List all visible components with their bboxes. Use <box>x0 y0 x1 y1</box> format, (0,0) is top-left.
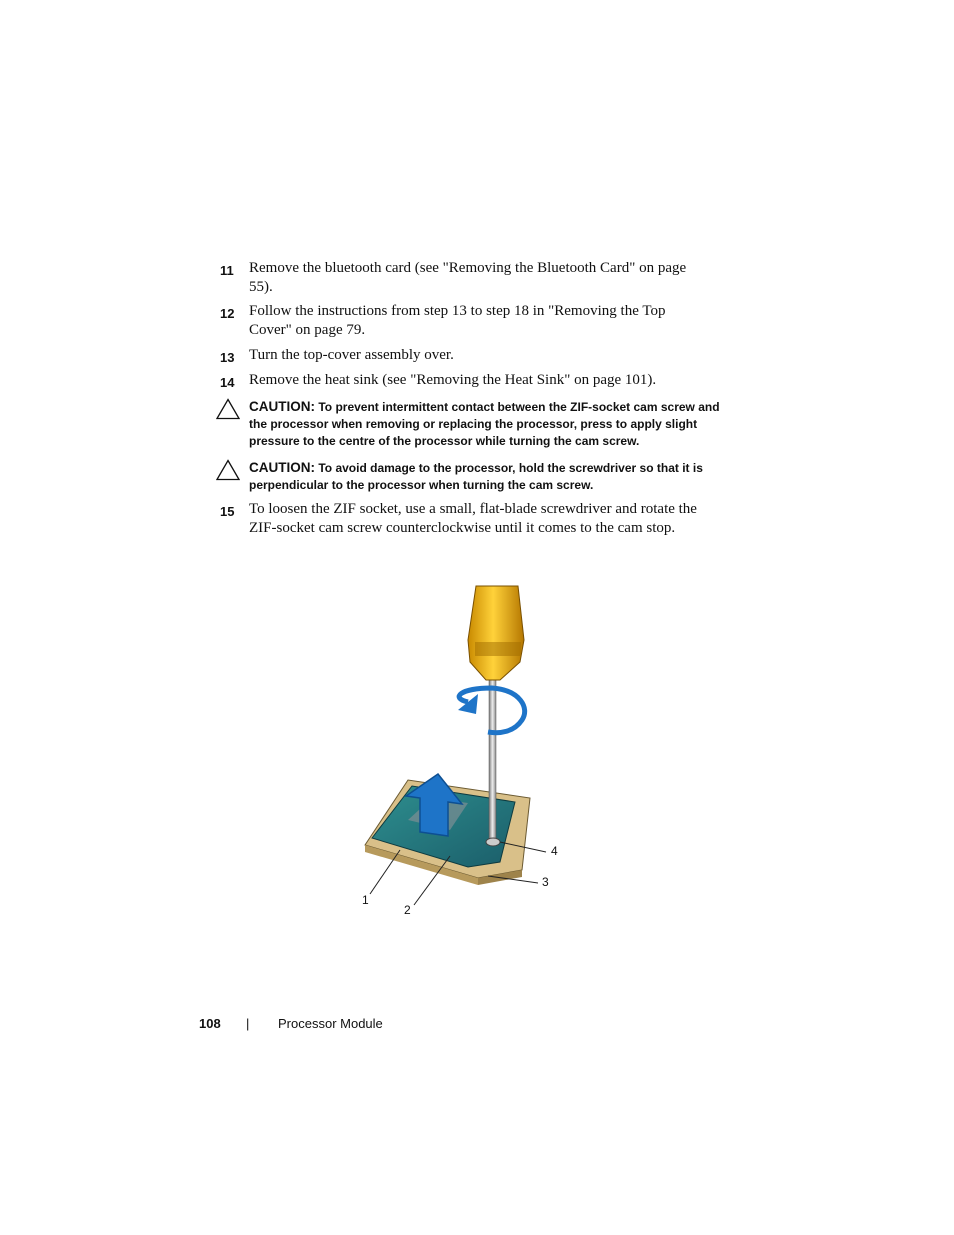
processor-removal-illustration <box>350 580 590 920</box>
step-number: 15 <box>220 504 235 519</box>
step-12 <box>220 302 720 340</box>
screwdriver-shaft <box>489 680 496 840</box>
caution-label: CAUTION: <box>249 460 315 475</box>
callout-1: 1 <box>362 893 369 907</box>
step-11 <box>220 259 720 297</box>
step-text: Remove the bluetooth card (see "Removing the Bluetooth Card" on page 55). <box>249 260 687 295</box>
screwdriver-processor-drawing <box>350 580 590 920</box>
callout-4: 4 <box>551 844 558 858</box>
step-15 <box>220 500 720 538</box>
section-title: Processor Module <box>278 1016 383 1031</box>
page-number: 108 <box>199 1016 221 1031</box>
caution-text-block <box>249 459 704 494</box>
caution-text-block <box>249 398 721 450</box>
step-number: 14 <box>220 375 235 390</box>
callout-3: 3 <box>542 875 549 889</box>
step-number: 13 <box>220 350 235 365</box>
step-text: Remove the heat sink (see "Removing the Heat Sink" on page 101). <box>249 372 657 388</box>
step-text: To loosen the ZIF socket, use a small, flat-blade screwdriver and rotate the ZIF-socket cam screw counterclockwise until it comes to the cam stop. <box>249 501 697 536</box>
step-number: 12 <box>220 306 235 321</box>
step-text: Follow the instructions from step 13 to step 18 in "Removing the Top Cover" on page 79. <box>249 303 666 338</box>
caution-2 <box>216 459 721 494</box>
footer-separator: | <box>246 1016 250 1031</box>
caution-triangle-icon <box>216 398 240 420</box>
caution-text: To prevent intermittent contact between the ZIF-socket cam screw and the processor when removing or replacing the processor, press to apply slight pressure to the centre of the processor while turning the cam screw. <box>249 400 720 448</box>
screwdriver-handle <box>468 586 524 680</box>
caution-label: CAUTION: <box>249 399 315 414</box>
step-number: 11 <box>220 263 234 278</box>
step-14 <box>220 371 720 390</box>
caution-triangle-icon <box>216 459 240 481</box>
step-text: Turn the top-cover assembly over. <box>249 347 454 363</box>
step-13 <box>220 346 720 365</box>
caution-text: To avoid damage to the processor, hold the screwdriver so that it is perpendicular to the processor when turning the cam screw. <box>249 461 703 492</box>
cam-screw <box>486 838 500 846</box>
callout-2: 2 <box>404 903 411 917</box>
caution-1 <box>216 398 721 450</box>
